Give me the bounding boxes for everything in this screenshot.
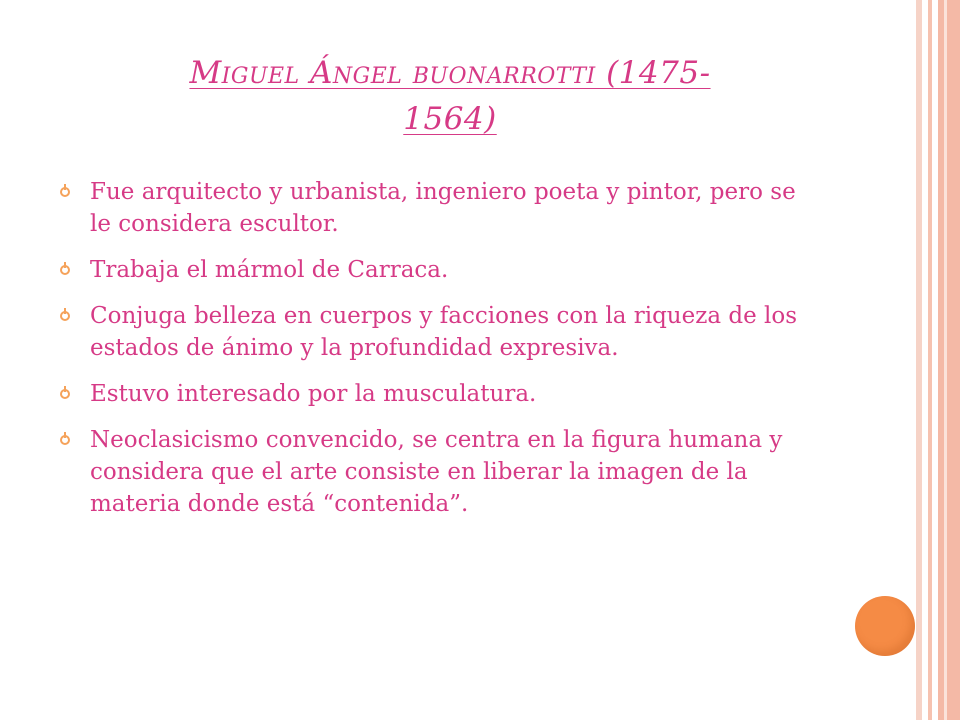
bullet-ring-icon [60,435,70,445]
bullet-item [60,424,820,520]
bullet-item [60,254,820,286]
bullet-ring-icon [60,187,70,197]
title-line-1: Miguel Ángel buonarrotti (1475- [189,55,711,91]
bullet-text: Trabaja el mármol de Carraca. [90,257,449,283]
bullet-item [60,300,820,364]
bullet-text: Conjuga belleza en cuerpos y facciones con la riqueza de los estados de ánimo y la profundidad expresiva. [90,303,798,361]
bullet-text: Fue arquitecto y urbanista, ingeniero poeta y pintor, pero se le considera escultor. [90,179,796,237]
bullet-list [60,176,820,534]
decorative-band [938,0,960,720]
bullet-ring-icon [60,389,70,399]
bullet-text: Estuvo interesado por la musculatura. [90,381,537,407]
bullet-text: Neoclasicismo convencido, se centra en la figura humana y considera que el arte consiste en liberar la imagen de la materia donde está “contenida”. [90,427,783,517]
bullet-ring-icon [60,311,70,321]
orange-circle-icon [855,596,915,656]
bullet-item [60,378,820,410]
slide-title [60,50,840,142]
bullet-ring-icon [60,265,70,275]
title-line-2: 1564) [403,101,497,137]
bullet-item [60,176,820,240]
decorative-band [944,0,947,720]
